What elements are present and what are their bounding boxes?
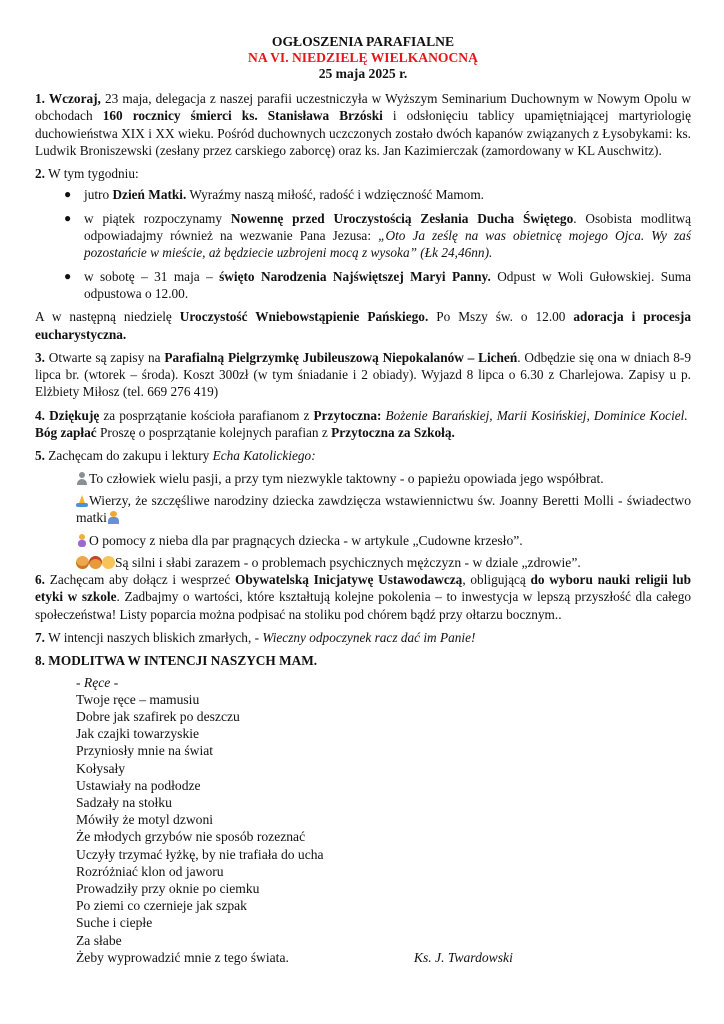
poem-line: Mówiły że motyl dzwoni (76, 812, 214, 828)
poem (76, 674, 691, 966)
poem-line: Jak czajki towarzyskie (76, 726, 200, 742)
parish-announcements-document (35, 34, 691, 966)
text: W tym tygodniu: (44, 166, 139, 182)
text: . Zadbajmy o wartości, które kształtują kolejne pokolenia – to inwestycja w lepszą przyszłość dla całego społeczeństwa! Listy poparcia można podpisać na stoliku pod chórem bądź przy ołtarzu bocznym.. (35, 589, 691, 622)
article-text: Wierzy, że szczęśliwe narodziny dziecka zawdzięcza wstawiennictwu św. Joanny Beretti Molli - świadectwo matki (76, 492, 691, 526)
document-subtitle: NA VI. NIEDZIELĘ WIELKANOCNĄ (248, 50, 478, 65)
announcement-3 (35, 349, 691, 401)
poem-line: Ustawiały na podłodze (76, 777, 201, 793)
announcement-number: 5. (35, 448, 45, 464)
text: Wyraźmy naszą miłość, radość i wdzięczność Mamom. (186, 187, 484, 203)
announcement-number: 7. (35, 630, 45, 646)
face-icon (102, 556, 115, 569)
poem-line: Sadzały na stołku (76, 795, 172, 811)
poem-line: Twoje ręce – mamusiu (76, 691, 200, 707)
text: , obligującą (462, 572, 531, 588)
article-item (76, 532, 691, 549)
announcement-7 (35, 629, 691, 646)
document-date: 25 maja 2025 r. (318, 66, 408, 81)
text: za posprzątanie kościoła parafianom z (99, 407, 314, 423)
italic-names: Bożenie Barańskiej, Marii Kosińskiej, Dominice Kociel. (381, 407, 688, 423)
magazine-name: Echa Katolickiego: (212, 448, 316, 464)
announcement-number: 2. (35, 166, 45, 182)
bold-text: adoracja i procesja eucharystyczna. (35, 309, 691, 342)
bullet-icon: ● (64, 268, 72, 283)
poem-line-text: Żeby wyprowadzić mnie z tego świata. (76, 949, 289, 965)
bold-text: święto Narodzenia Najświętszej Maryi Panny. (219, 268, 491, 284)
poem-line: Kołysały (76, 760, 126, 776)
announcement-number: 6. (35, 572, 45, 588)
text: jutro (84, 187, 113, 203)
bold-text: Nowennę przed Uroczystością Zesłania Ducha Świętego (230, 210, 574, 226)
poem-line: Że młodych grzybów nie sposób rozeznać (76, 829, 306, 845)
text: . Odbędzie się ona w dniach 8-9 lipca br. (wtorek – środa). Koszt 300zł (w tym śniadanie i 2 obiady). Wyjazd 8 lipca o 6.30 z Charlejowa. Zapisy u p. Elżbiety Miłosz (tel. 669 276 419) (35, 349, 691, 400)
text: A w następną niedzielę (35, 309, 180, 325)
article-item (76, 554, 691, 571)
announcement-6 (35, 571, 691, 623)
bold-text: do wyboru nauki religii lub etyki w szkole (35, 572, 692, 605)
poem-line: Suche i ciepłe (76, 915, 153, 931)
text: i odsłonięciu tablicy upamiętniającej martyriologię duchowieństwa XIX i XX wieku. Pośród duchownych uczczonych zostało dwóch kapanów związanych z Łysobykami: ks. Ludwik Broniszewski (zesłany przez carskiego zaborcę) oraz ks. Jan Kazimierczak (zamordowany w KL Auschwitz). (35, 108, 691, 158)
bold-text: Uroczystość Wniebowstąpienie Pańskiego. (179, 309, 429, 325)
poem-title-text: - Ręce - (76, 674, 119, 690)
article-item (76, 470, 691, 487)
text: Proszę o posprzątanie kolejnych parafian z (96, 425, 332, 441)
document-header (35, 34, 691, 82)
mother-child-icon (107, 511, 119, 524)
announcement-2-list (35, 186, 691, 302)
text: w sobotę – 31 maja – (84, 268, 220, 284)
text: w piątek rozpoczynamy (84, 210, 231, 226)
poem-line: Po ziemi co czernieje jak szpak (76, 898, 247, 914)
poem-title (76, 674, 691, 691)
text: . Osobista modlitwą odpowiadajmy również na wezwanie Pana Jezusa: (84, 210, 691, 244)
list-item (64, 210, 691, 262)
text: Odpust w Woli Gułowskiej. Suma odpustowa o 12.00. (84, 268, 691, 301)
poem-last-line (76, 949, 691, 966)
article-text: To człowiek wielu pasji, a przy tym niezwykle taktowny - o papieżu opowiada jego współbrat. (89, 470, 604, 486)
announcement-4 (35, 407, 691, 442)
article-text: Są silni i słabi zarazem - o problemach psychicznych mężczyzn - w dziale „zdrowie”. (115, 554, 581, 570)
text: Otwarte są zapisy na (44, 349, 165, 365)
bullet-icon: ● (64, 210, 72, 225)
poem-lines (76, 691, 691, 949)
poem-line: Rozróżniać klon od jaworu (76, 863, 224, 879)
poem-line: Uczyły trzymać łyżkę, by nie trafiała do ucha (76, 846, 324, 862)
text: Po Mszy św. o 12.00 (428, 309, 574, 325)
poem-line: Dobre jak szafirek po deszczu (76, 709, 240, 725)
poem-line: Przyniosły mnie na świat (76, 743, 214, 759)
poem-line: Prowadziły przy oknie po ciemku (76, 881, 260, 897)
article-item (76, 492, 691, 527)
pregnant-woman-icon (76, 534, 88, 547)
text: Zachęcam do zakupu i lektury (44, 448, 213, 464)
article-text: O pomocy z nieba dla par pragnących dziecka - w artykule „Cudowne krzesło”. (89, 532, 523, 548)
announcement-1 (35, 90, 691, 159)
announcement-5-intro (35, 447, 691, 464)
lead-word: Wczoraj, (48, 91, 101, 106)
scripture-quote: „Oto Ja ześlę na was obietnicę mojego Ojca. Wy zaś pozostańcie w mieście, aż będziecie uzbrojeni mocą z wysoka” (Łk 24,46nn). (84, 228, 692, 261)
announcement-number: 3. (35, 349, 45, 365)
bold-text: Dziękuję (49, 407, 100, 423)
bold-text: Dzień Matki. (112, 187, 187, 203)
bold-text: Parafialną Pielgrzymkę Jubileuszową Niepokalanów – Licheń (164, 349, 518, 365)
list-item (64, 268, 691, 303)
bold-text: Bóg zapłać (35, 425, 97, 441)
announcement-8-title: 8. MODLITWA W INTENCJI NASZYCH MAM. (35, 653, 318, 669)
text: 23 maja, delegacja z naszej parafii uczestniczyła w Wyższym Seminarium Duchownym w Nowym Opolu w obchodach (35, 91, 691, 124)
bullet-icon: ● (64, 187, 72, 202)
announcement-2-next-sunday (35, 308, 691, 343)
announcement-number: 1. (35, 91, 49, 106)
face-icon (89, 556, 102, 569)
text: W intencji naszych bliskich zmarłych, - (44, 630, 263, 646)
announcement-number: 4. (35, 407, 50, 423)
praying-hands-icon (76, 494, 88, 507)
bold-text: Przytoczna: (313, 407, 382, 423)
face-icon (76, 556, 89, 569)
announcement-2-intro (35, 165, 691, 182)
list-item (64, 186, 691, 203)
announcement-5-list (76, 470, 691, 571)
poem-line: Za słabe (76, 932, 122, 948)
bold-text: 160 rocznicy śmierci ks. Stanisława Brzóski (102, 108, 383, 124)
person-silhouette-icon (76, 472, 88, 485)
text: Zachęcam aby dołącz i wesprzeć (44, 572, 235, 588)
document-title: OGŁOSZENIA PARAFIALNE (271, 34, 455, 49)
prayer-text: Wieczny odpoczynek racz dać im Panie! (262, 630, 476, 646)
poem-author: Ks. J. Twardowski (413, 949, 513, 965)
bold-text: Obywatelską Inicjatywę Ustawodawczą (234, 572, 463, 588)
bold-text: Przytoczna za Szkołą. (331, 425, 455, 441)
